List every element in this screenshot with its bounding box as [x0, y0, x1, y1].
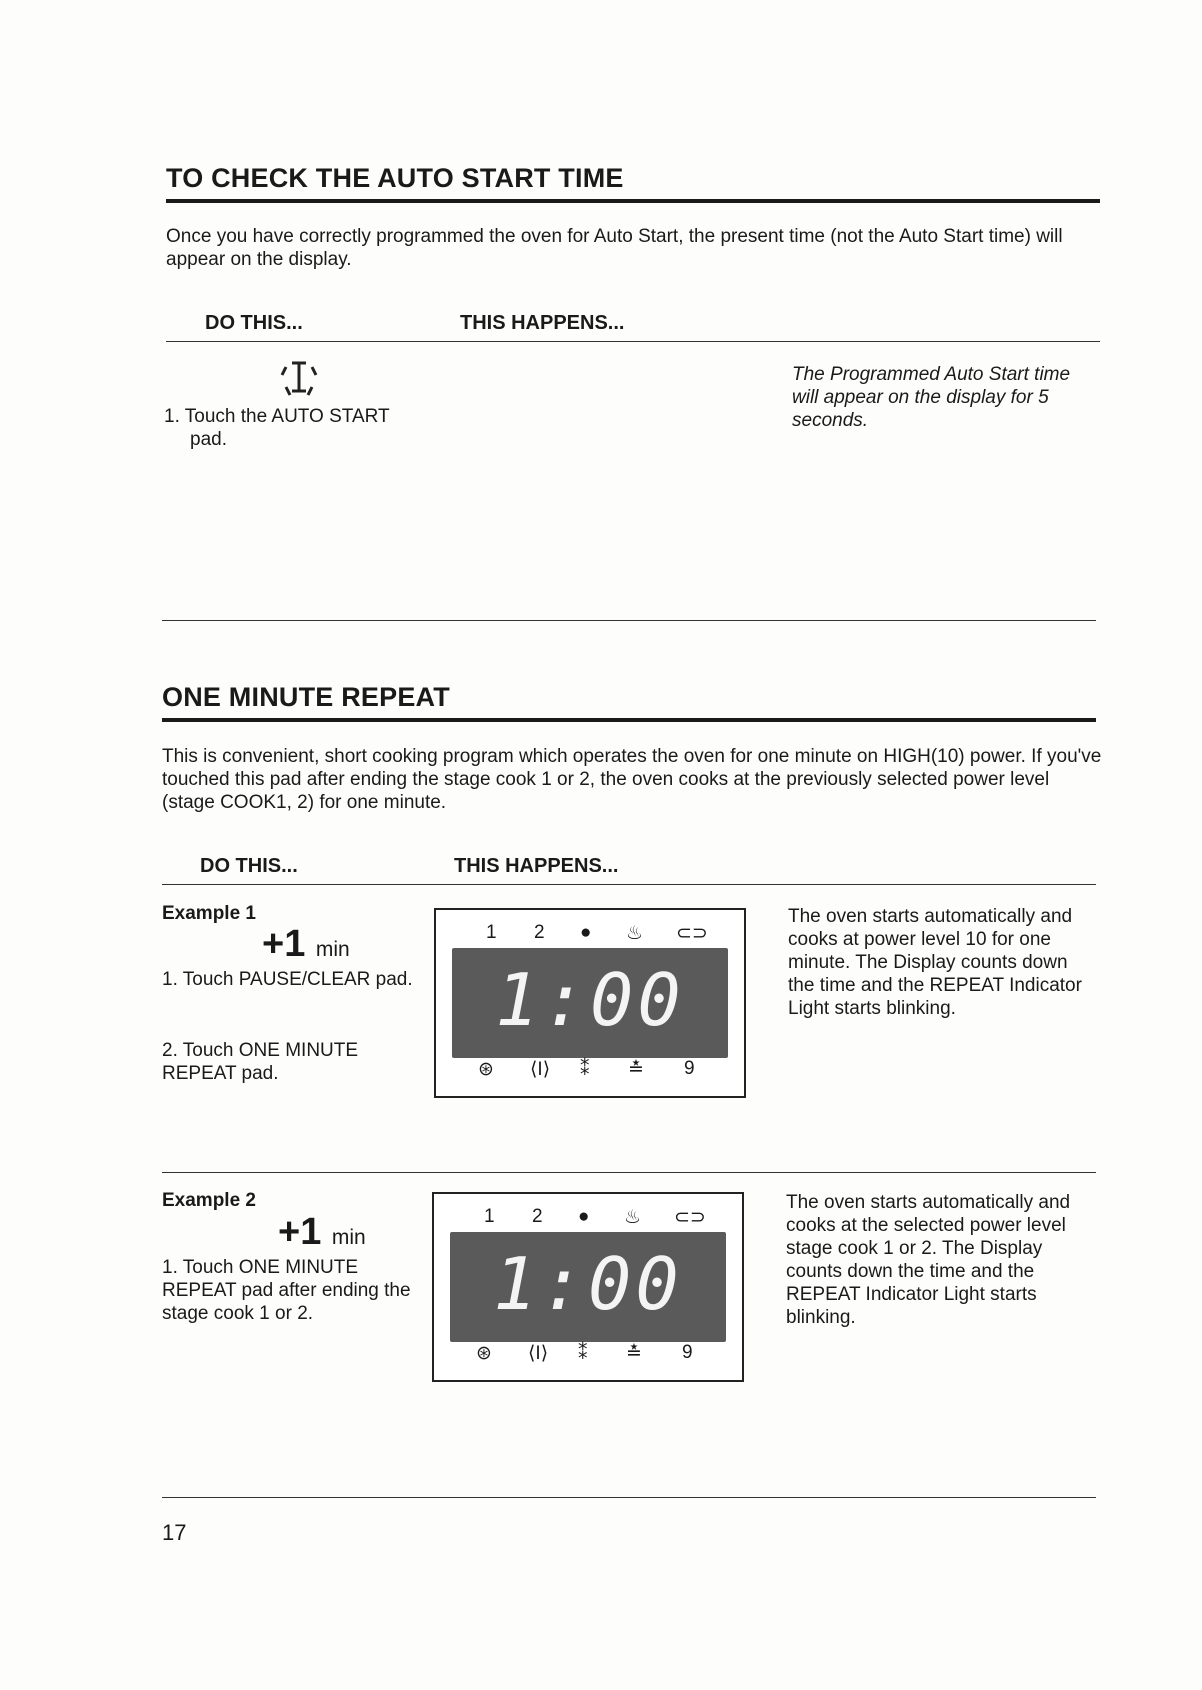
- lcd-screen: [452, 948, 728, 1058]
- example1-step2: 2. Touch ONE MINUTE REPEAT pad.: [162, 1040, 359, 1084]
- title-rule-2: [162, 718, 1096, 722]
- auto-start-small-icon-2: ⟨I⟩: [528, 1343, 549, 1364]
- oven-display-example2: [432, 1192, 744, 1382]
- example2-result: The oven starts automatically and cooks at the selected power level stage cook 1 or 2. The Display counts down the time and the REPEAT Indicator Light starts blinking.: [786, 1192, 1071, 1328]
- column-header-do-2: DO THIS...: [200, 855, 298, 877]
- indicator-9-2: 9: [682, 1342, 693, 1363]
- power-icon-2: ⊛: [476, 1343, 492, 1364]
- section-divider: [162, 620, 1096, 621]
- example1-label: Example 1: [162, 903, 256, 924]
- cake-icon-2: ♨: [624, 1207, 642, 1228]
- display-bottom-indicators-2: [434, 1342, 742, 1370]
- result-text: The Programmed Auto Start time will appear on the display for 5 seconds.: [792, 364, 1071, 431]
- footer-rule: [162, 1497, 1096, 1498]
- plus-one-2: +1: [278, 1211, 322, 1253]
- column-rule: [166, 341, 1100, 342]
- indicator-2-2: 2: [532, 1206, 543, 1227]
- intro-paragraph: Once you have correctly programmed the oven for Auto Start, the present time (not the Auto Start time) will appear on the display.: [166, 226, 1063, 270]
- indicator-9: 9: [684, 1058, 695, 1079]
- auto-start-small-icon: ⟨I⟩: [530, 1059, 551, 1080]
- example2-label: Example 2: [162, 1190, 256, 1211]
- repeat-icon: ⁑: [580, 1059, 590, 1080]
- min-unit: min: [315, 938, 350, 961]
- page-number: 17: [162, 1520, 187, 1545]
- plus-one-min-icon: [262, 925, 350, 969]
- example-divider: [162, 1172, 1096, 1173]
- indicator-1: 1: [486, 922, 497, 943]
- column-header-happens: THIS HAPPENS...: [460, 312, 625, 334]
- fish-icon: ⊂⊃: [676, 923, 708, 944]
- oven-display-example1: [434, 908, 746, 1098]
- indicator-1-2: 1: [484, 1206, 495, 1227]
- auto-start-icon: [278, 357, 320, 404]
- repeat-icon-2: ⁑: [578, 1343, 588, 1364]
- defrost-icon: ●: [580, 922, 592, 943]
- weight-icon: ≛: [628, 1059, 644, 1080]
- column-header-do: DO THIS...: [205, 312, 303, 334]
- plus-one: +1: [262, 923, 306, 965]
- plus-one-min-icon-2: [278, 1213, 366, 1257]
- indicator-2: 2: [534, 922, 545, 943]
- min-unit-2: min: [331, 1226, 366, 1249]
- example2-step1: 1. Touch ONE MINUTE REPEAT pad after ending the stage cook 1 or 2.: [162, 1257, 411, 1324]
- defrost-icon-2: ●: [578, 1206, 590, 1227]
- title-rule: [166, 199, 1100, 203]
- display-top-indicators-2: [434, 1204, 742, 1234]
- display-time: 1:00: [495, 958, 685, 1042]
- display-top-indicators: [436, 920, 744, 950]
- column-rule-2: [162, 884, 1096, 885]
- step1-line2: pad.: [190, 429, 227, 450]
- section-title-auto-start: TO CHECK THE AUTO START TIME: [166, 163, 624, 193]
- display-time-2: 1:00: [493, 1242, 683, 1326]
- step1-line1: 1. Touch the AUTO START: [164, 406, 390, 427]
- cake-icon: ♨: [626, 923, 644, 944]
- section-title-one-minute-repeat: ONE MINUTE REPEAT: [162, 682, 450, 712]
- column-header-happens-2: THIS HAPPENS...: [454, 855, 619, 877]
- fish-icon-2: ⊂⊃: [674, 1207, 706, 1228]
- example1-result: The oven starts automatically and cooks at power level 10 for one minute. The Display counts down the time and the REPEAT Indicator Light starts blinking.: [788, 906, 1082, 1019]
- power-icon: ⊛: [478, 1059, 494, 1080]
- example1-step1: 1. Touch PAUSE/CLEAR pad.: [162, 969, 413, 990]
- intro-paragraph-2: This is convenient, short cooking program which operates the oven for one minute on HIGH(10) power. If you've touched this pad after ending the stage cook 1 or 2, the oven cooks at the previously selected power level (stage COOK1, 2) for one minute.: [162, 746, 1102, 813]
- weight-icon-2: ≛: [626, 1343, 642, 1364]
- display-bottom-indicators: [436, 1058, 744, 1086]
- lcd-screen-2: [450, 1232, 726, 1342]
